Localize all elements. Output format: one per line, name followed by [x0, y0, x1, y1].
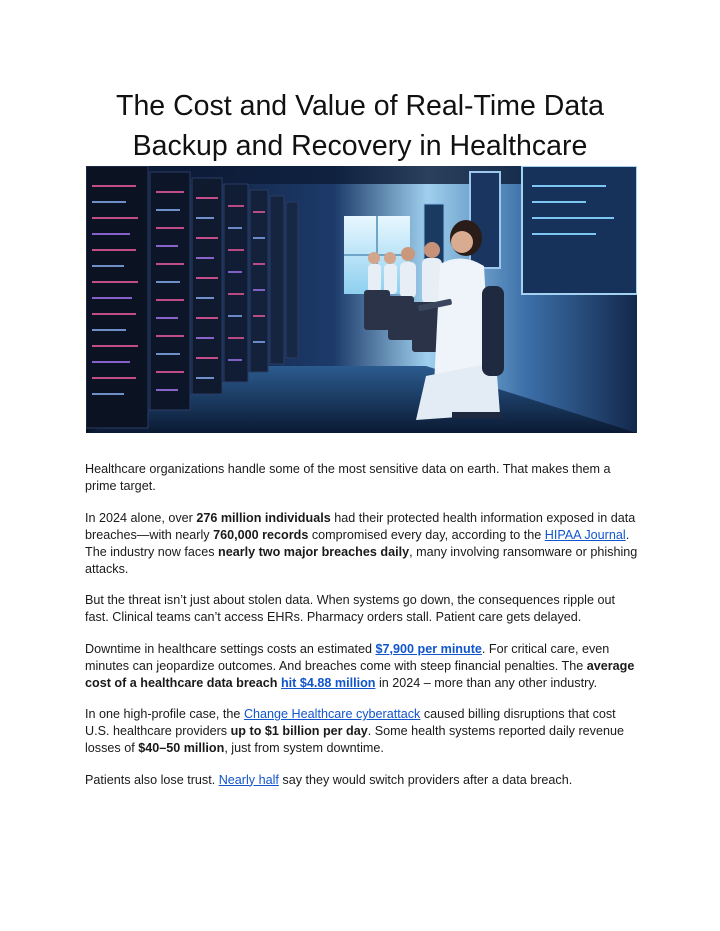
paragraph-2	[85, 510, 641, 578]
bold-1-billion-per-day: up to $1 billion per day	[230, 724, 368, 738]
text-run: Downtime in healthcare settings costs an estimated	[85, 641, 376, 656]
link-7900-per-minute[interactable]: $7,900 per minute	[375, 641, 482, 656]
text-run: say they would switch providers after a data breach.	[278, 772, 573, 787]
text-run: had their protected health information exposed in data breaches—with nearly	[85, 510, 636, 542]
text-run: compromised every day, according to the	[308, 527, 545, 542]
title-line-2: Backup and Recovery in Healthcare	[132, 130, 588, 162]
link-nearly-half[interactable]: Nearly half	[218, 772, 279, 787]
text-run: in 2024 – more than any other industry.	[375, 675, 598, 690]
article-body	[85, 461, 641, 803]
hero-image	[86, 166, 637, 433]
text-run: . The industry now faces	[85, 527, 630, 559]
link-change-healthcare-cyberattack[interactable]: Change Healthcare cyberattack	[243, 707, 421, 721]
bold-40-50-million: $40–50 million	[138, 741, 225, 755]
title-line-1: The Cost and Value of Real-Time Data	[116, 90, 604, 122]
text-run: Patients also lose trust.	[85, 772, 219, 787]
paragraph-text: But the threat isn’t just about stolen data. When systems go down, the consequences ripple out fast. Clinical teams can’t access EHRs. Pharmacy orders stall. Patient care gets delayed.	[85, 593, 615, 624]
paragraph-1	[85, 461, 641, 495]
bold-two-breaches-daily: nearly two major breaches daily	[218, 544, 410, 559]
text-run: In 2024 alone, over	[85, 510, 197, 525]
text-run: , just from system downtime.	[224, 741, 384, 755]
paragraph-6	[85, 772, 641, 789]
text-run: . Some health systems reported daily revenue losses of	[85, 724, 624, 755]
page-title	[60, 86, 660, 166]
paragraph-5	[85, 706, 641, 757]
text-run: In one high-profile case, the	[85, 707, 244, 721]
text-run: . For critical care, even minutes can jeopardize outcomes. And breaches come with steep financial penalties. The	[85, 641, 610, 673]
link-hipaa-journal[interactable]: HIPAA Journal	[544, 527, 626, 542]
paragraph-4	[85, 641, 641, 692]
bold-276-million: 276 million individuals	[196, 510, 331, 525]
paragraph-3	[85, 592, 641, 626]
text-run: caused billing disruptions that cost U.S. healthcare providers	[85, 707, 616, 738]
text-run: , many involving ransomware or phishing attacks.	[85, 544, 638, 576]
link-hit-4-88-million[interactable]: hit $4.88 million	[280, 675, 376, 690]
bold-760000-records: 760,000 records	[213, 527, 309, 542]
bold-average-cost: average cost of a healthcare data breach	[85, 658, 635, 690]
paragraph-text: Healthcare organizations handle some of the most sensitive data on earth. That makes them a prime target.	[85, 462, 611, 493]
